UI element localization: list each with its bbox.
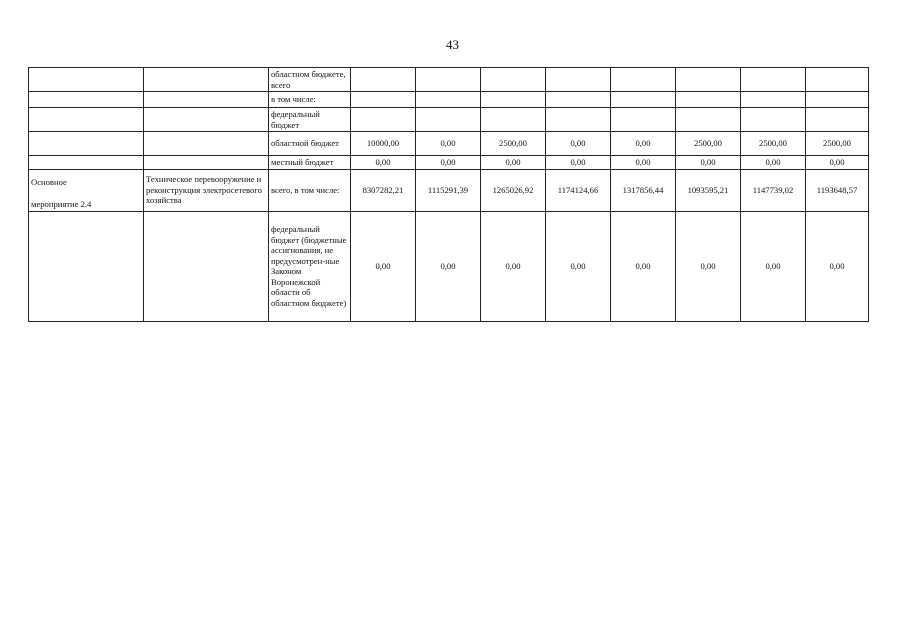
table-row xyxy=(29,156,869,170)
event-name-cell xyxy=(144,169,269,211)
value-cell: 0,00 xyxy=(416,132,481,156)
value-cell xyxy=(676,68,741,92)
event-name-cell xyxy=(144,108,269,132)
event-label: Основное xyxy=(31,176,67,187)
table-row xyxy=(29,68,869,92)
value-cell xyxy=(741,92,806,108)
value-cell xyxy=(611,108,676,132)
event-number-cell xyxy=(29,132,144,156)
value-cell xyxy=(546,108,611,132)
value-cell: 2500,00 xyxy=(806,132,869,156)
value-cell: 0,00 xyxy=(676,156,741,170)
value-cell xyxy=(481,92,546,108)
value-cell: 0,00 xyxy=(806,211,869,321)
value-cell xyxy=(416,108,481,132)
value-cell: 0,00 xyxy=(481,211,546,321)
event-number-cell xyxy=(29,169,144,211)
value-cell: 0,00 xyxy=(741,156,806,170)
page-number: 43 xyxy=(446,37,459,52)
value-cell: 0,00 xyxy=(611,156,676,170)
table-row xyxy=(29,108,869,132)
table-row xyxy=(29,169,869,211)
value-cell: 1147739,02 xyxy=(741,169,806,211)
value-cell: 8307282,21 xyxy=(351,169,416,211)
table-row xyxy=(29,211,869,321)
value-cell xyxy=(351,92,416,108)
value-cell: 1174124,66 xyxy=(546,169,611,211)
funding-source-label: федеральный бюджет (бюджетные ассигнования, не предусмотрен-ные Законом Воронежской области об областном бюджете) xyxy=(269,211,351,321)
value-cell: 10000,00 xyxy=(351,132,416,156)
value-cell: 1265026,92 xyxy=(481,169,546,211)
value-cell: 0,00 xyxy=(676,211,741,321)
value-cell xyxy=(806,92,869,108)
value-cell xyxy=(676,92,741,108)
value-cell: 0,00 xyxy=(611,132,676,156)
event-number-cell xyxy=(29,156,144,170)
value-cell xyxy=(741,108,806,132)
event-name-cell xyxy=(144,132,269,156)
funding-source-label: федеральный бюджет xyxy=(269,108,351,132)
value-cell: 1115291,39 xyxy=(416,169,481,211)
value-cell: 0,00 xyxy=(416,211,481,321)
funding-source-label: областном бюджете, всего xyxy=(269,68,351,92)
event-name-cell xyxy=(144,68,269,92)
value-cell: 0,00 xyxy=(806,156,869,170)
value-cell xyxy=(546,68,611,92)
event-name-cell xyxy=(144,211,269,321)
event-name: Техническое перевооружение и реконструкция электросетевого хозяйства xyxy=(146,174,262,206)
value-cell: 1193648,57 xyxy=(806,169,869,211)
budget-table xyxy=(28,67,869,322)
section-b-rows xyxy=(29,169,869,321)
table-row xyxy=(29,92,869,108)
value-cell xyxy=(741,68,806,92)
value-cell: 0,00 xyxy=(611,211,676,321)
value-cell xyxy=(546,92,611,108)
value-cell xyxy=(416,68,481,92)
event-number-cell xyxy=(29,68,144,92)
value-cell: 0,00 xyxy=(416,156,481,170)
section-a-rows xyxy=(29,68,869,170)
event-number: мероприятие 2.4 xyxy=(31,199,92,209)
value-cell: 0,00 xyxy=(546,211,611,321)
value-cell: 1093595,21 xyxy=(676,169,741,211)
value-cell: 0,00 xyxy=(546,132,611,156)
value-cell xyxy=(676,108,741,132)
value-cell: 2500,00 xyxy=(676,132,741,156)
value-cell: 0,00 xyxy=(351,156,416,170)
table-row xyxy=(29,132,869,156)
value-cell xyxy=(806,68,869,92)
value-cell xyxy=(481,108,546,132)
value-cell xyxy=(611,68,676,92)
value-cell: 2500,00 xyxy=(741,132,806,156)
event-name-cell xyxy=(144,156,269,170)
value-cell: 2500,00 xyxy=(481,132,546,156)
value-cell xyxy=(481,68,546,92)
funding-source-label: областной бюджет xyxy=(269,132,351,156)
value-cell: 0,00 xyxy=(741,211,806,321)
value-cell: 0,00 xyxy=(546,156,611,170)
funding-source-label: всего, в том числе: xyxy=(269,169,351,211)
value-cell: 0,00 xyxy=(481,156,546,170)
value-cell xyxy=(416,92,481,108)
funding-source-label: в том числе: xyxy=(269,92,351,108)
value-cell xyxy=(806,108,869,132)
event-number-cell xyxy=(29,211,144,321)
event-number-cell xyxy=(29,92,144,108)
value-cell xyxy=(351,68,416,92)
event-number-cell xyxy=(29,108,144,132)
value-cell: 1317856,44 xyxy=(611,169,676,211)
value-cell xyxy=(611,92,676,108)
value-cell xyxy=(351,108,416,132)
event-name-cell xyxy=(144,92,269,108)
funding-source-label: местный бюджет xyxy=(269,156,351,170)
value-cell: 0,00 xyxy=(351,211,416,321)
